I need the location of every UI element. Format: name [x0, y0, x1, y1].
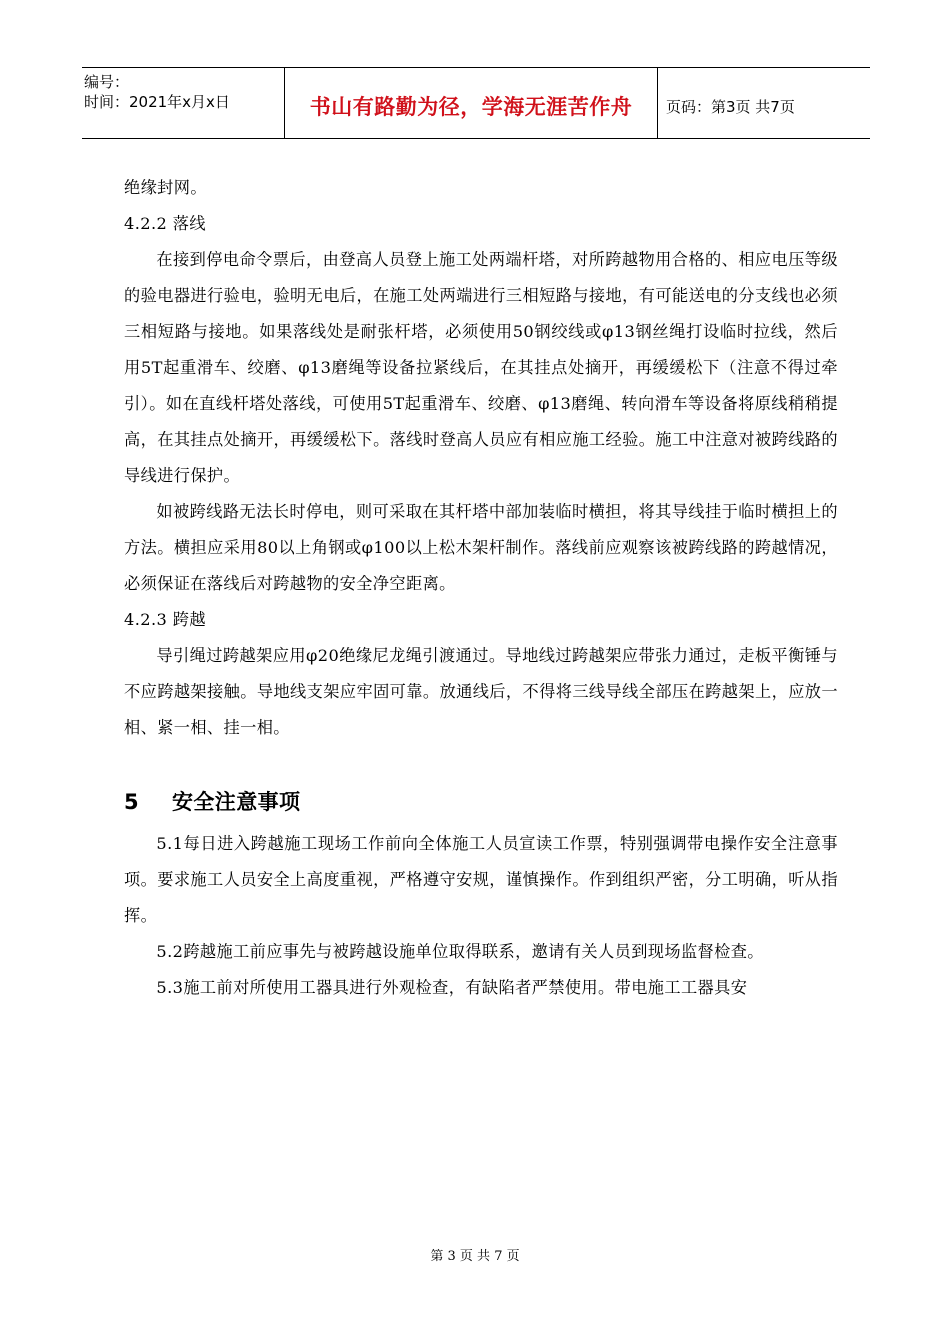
section-title: 安全注意事项: [172, 790, 301, 814]
section-heading-4-2-2: 4.2.2 落线: [124, 214, 206, 233]
header-meta: [82, 68, 285, 138]
page-header: [82, 67, 870, 139]
paragraph-5-1: 5.1每日进入跨越施工现场工作前向全体施工人员宣读工作票，特别强调带电操作安全注意事项。要求施工人员安全上高度重视，严格遵守安规，谨慎操作。作到组织严密，分工明确，听从指挥。: [124, 834, 838, 925]
paragraph: 导引绳过跨越架应用φ20绝缘尼龙绳引渡通过。导地线过跨越架应带张力通过，走板平衡锤与不应跨越架接触。导地线支架应牢固可靠。放通线后，不得将三线导线全部压在跨越架上，应放一相、紧一相、挂一相。: [124, 646, 838, 737]
header-motto: 书山有路勤为径，学海无涯苦作舟: [285, 68, 658, 138]
page-footer: 第 3 页 共 7 页: [430, 1249, 520, 1264]
paragraph: 如被跨线路无法长时停电，则可采取在其杆塔中部加装临时横担，将其导线挂于临时横担上的方法。横担应采用80以上角钢或φ100以上松木架杆制作。落线前应观察该被跨线路的跨越情况，必须保证在落线后对跨越物的安全净空距离。: [124, 502, 838, 593]
section-heading-4-2-3: 4.2.3 跨越: [124, 610, 206, 629]
header-time: 时间：2021年x月x日: [84, 93, 230, 111]
header-page-number: 页码：第3页 共7页: [666, 97, 795, 116]
header-number: 编号：: [84, 73, 130, 91]
section-heading-5: [124, 784, 838, 820]
paragraph-5-2: 5.2跨越施工前应事先与被跨越设施单位取得联系，邀请有关人员到现场监督检查。: [156, 942, 764, 961]
section-number: 5: [124, 790, 140, 814]
paragraph-5-3: 5.3施工前对所使用工器具进行外观检查，有缺陷者严禁使用。带电施工工器具安: [156, 978, 748, 997]
paragraph-continued: 绝缘封网。: [124, 178, 207, 197]
document-body: [124, 170, 838, 1006]
paragraph: 在接到停电命令票后，由登高人员登上施工处两端杆塔，对所跨越物用合格的、相应电压等级的验电器进行验电，验明无电后，在施工处两端进行三相短路与接地，有可能送电的分支线也必须三相短路与接地。如果落线处是耐张杆塔，必须使用50钢绞线或φ13钢丝绳打设临时拉线，然后用5T起重滑车、绞磨、φ13磨绳等设备拉紧线后，在其挂点处摘开，再缓缓松下（注意不得过牵引）。如在直线杆塔处落线，可使用5T起重滑车、绞磨、φ13磨绳、转向滑车等设备将原线稍稍提高，在其挂点处摘开，再缓缓松下。落线时登高人员应有相应施工经验。施工中注意对被跨线路的导线进行保护。: [124, 250, 838, 485]
